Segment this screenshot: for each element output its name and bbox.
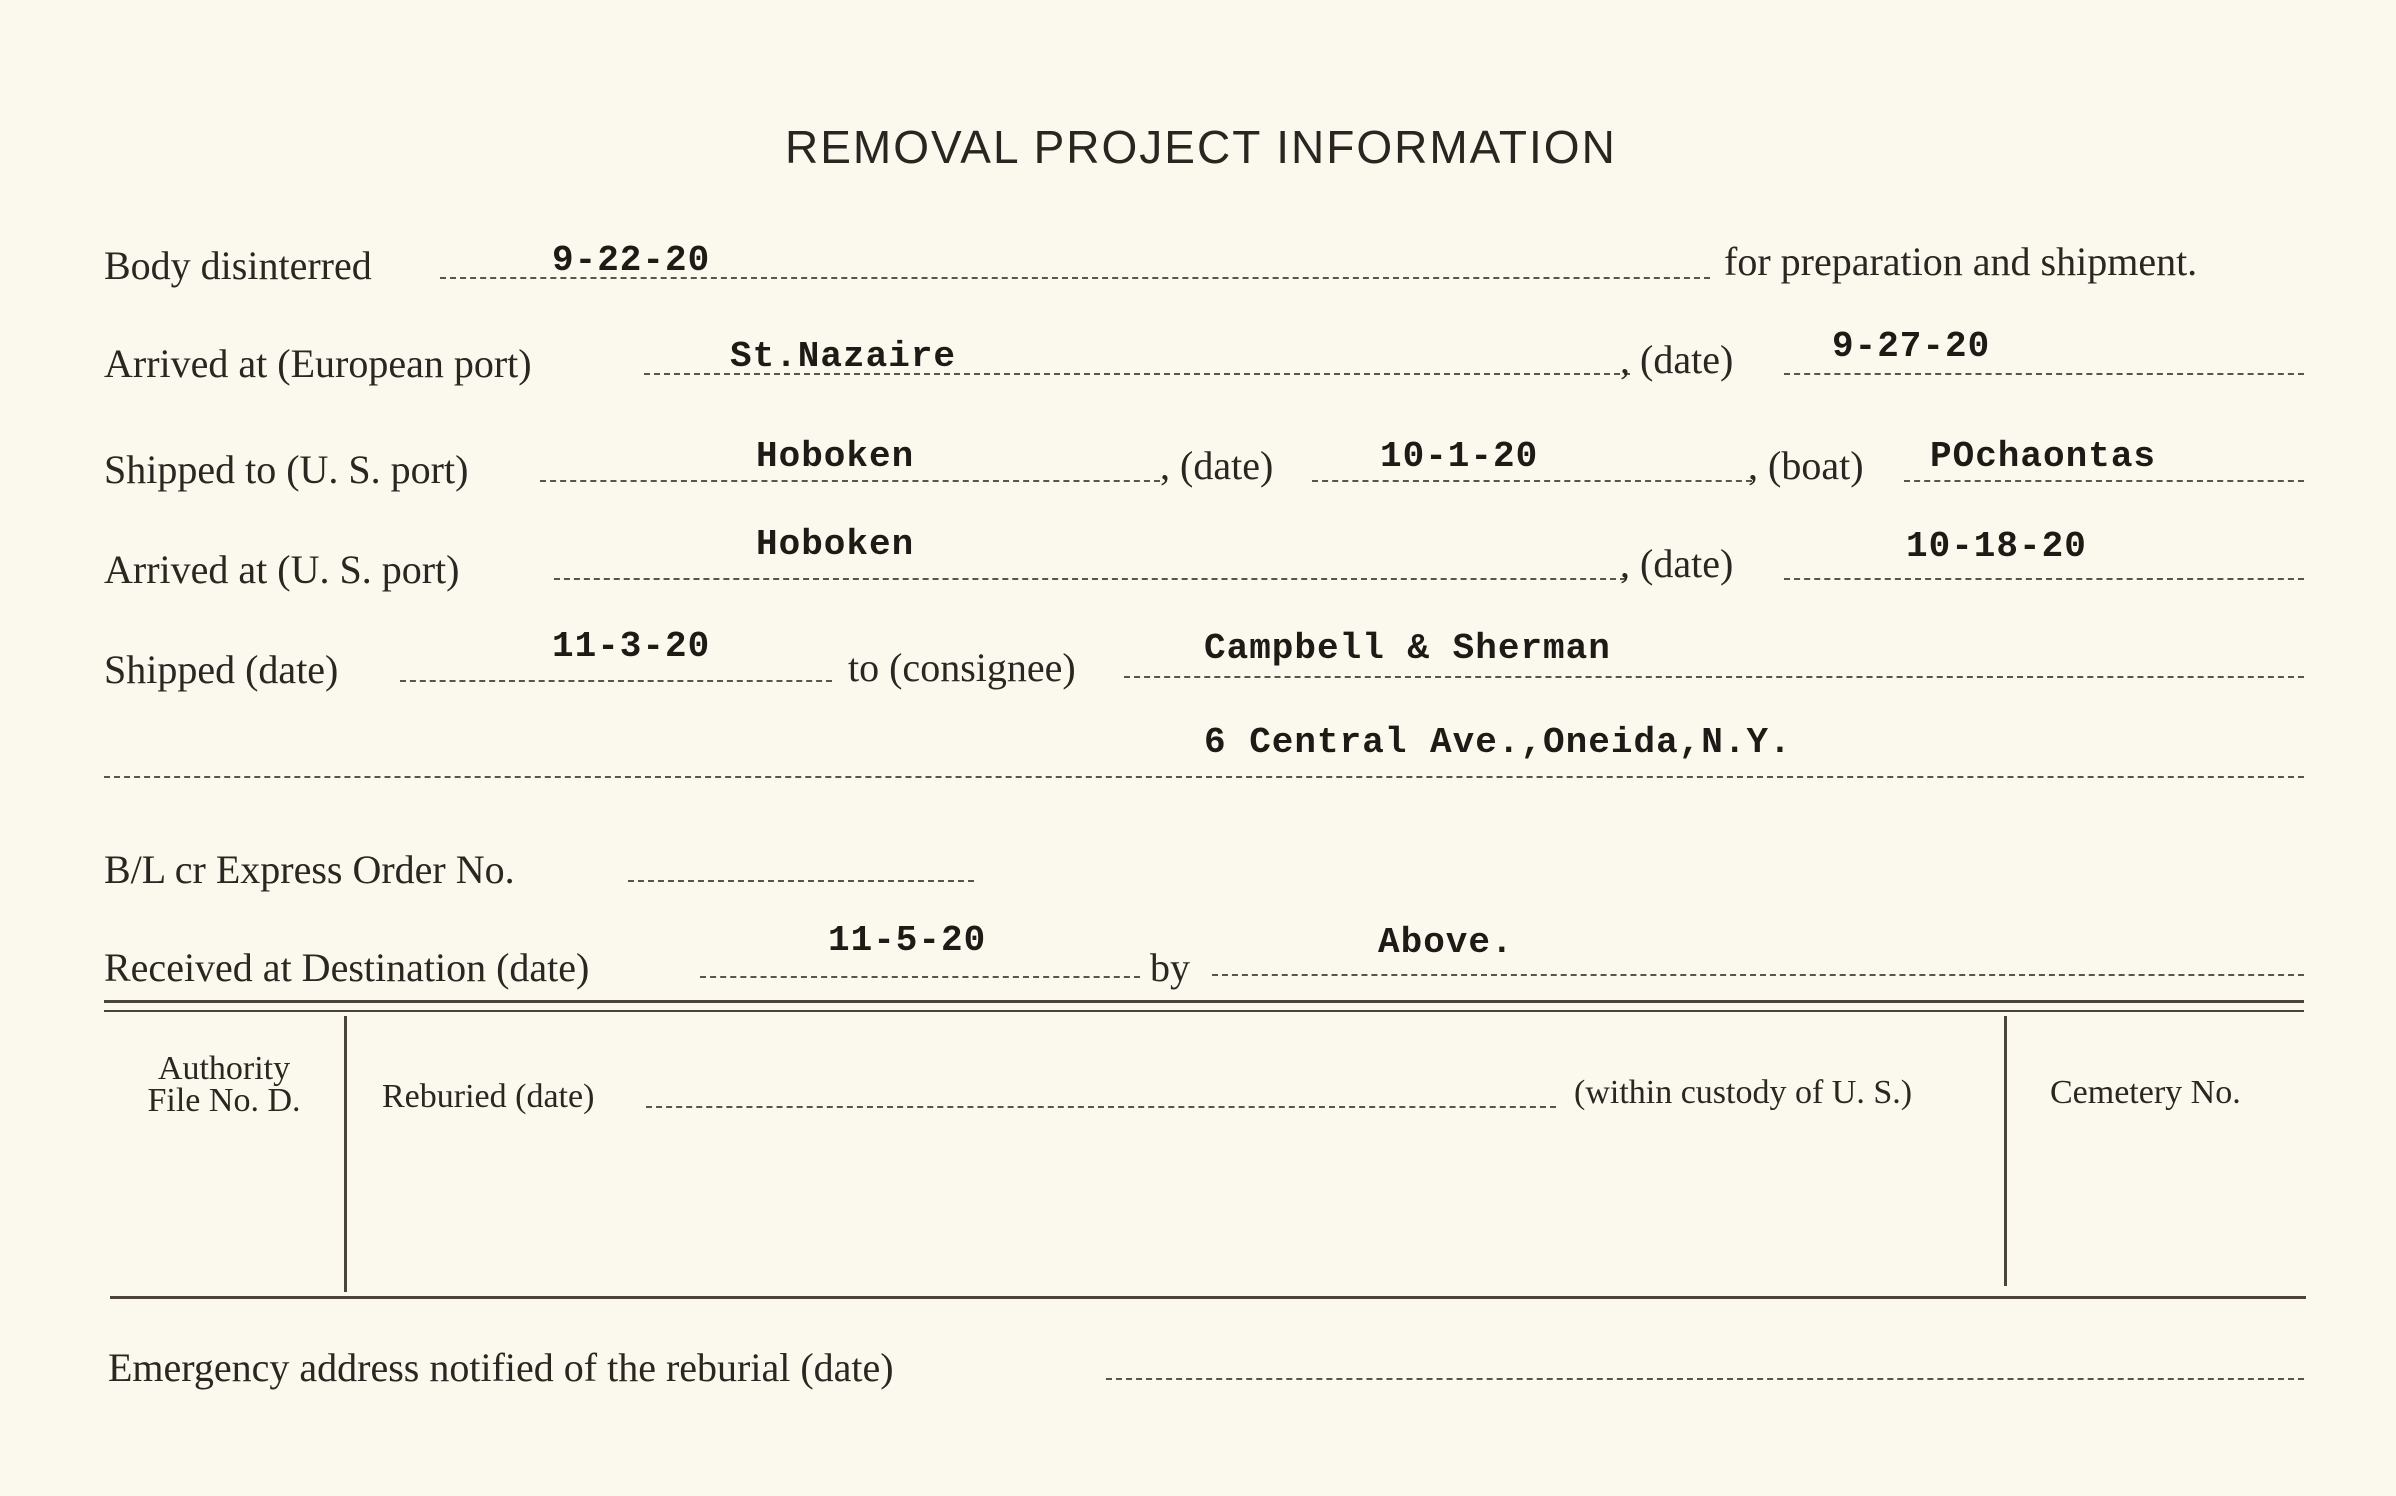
european-port-value[interactable]: St.Nazaire [730, 336, 957, 377]
received-destination-line [700, 976, 1140, 978]
arrived-us-port-date-value[interactable]: 10-18-20 [1906, 526, 2087, 567]
address-line [104, 776, 2304, 778]
european-port-date-line [1784, 373, 2304, 375]
consignee-line [1124, 676, 2304, 678]
shipped-date-line [400, 680, 832, 682]
bl-order-label: B/L cr Express Order No. [104, 847, 515, 892]
shipped-us-port-date-label: , (date) [1160, 443, 1274, 488]
consignee-address[interactable]: 6 Central Ave.,Oneida,N.Y. [1204, 722, 1792, 763]
shipped-us-port-value[interactable]: Hoboken [756, 436, 915, 477]
body-disinterred-label: Body disinterred [104, 243, 372, 288]
emergency-label: Emergency address notified of the reburial (date) [108, 1345, 894, 1390]
european-port-label: Arrived at (European port) [104, 341, 532, 386]
shipped-us-port-date-value[interactable]: 10-1-20 [1380, 436, 1539, 477]
table-bottom-rule [110, 1296, 2306, 1299]
table-top-rule [104, 1000, 2304, 1003]
emergency-line [1106, 1378, 2304, 1380]
european-port-date-label: , (date) [1620, 337, 1734, 382]
received-destination-label: Received at Destination (date) [104, 945, 590, 990]
by-line [1212, 974, 2304, 976]
bl-order-line [628, 880, 974, 882]
shipped-date-label: Shipped (date) [104, 647, 339, 692]
cemetery-label: Cemetery No. [2050, 1074, 2241, 1111]
boat-value[interactable]: POchaontas [1930, 436, 2157, 477]
consignee-name[interactable]: Campbell & Sherman [1204, 628, 1611, 669]
shipped-us-port-date-line [1312, 480, 1752, 482]
shipped-date-value[interactable]: 11-3-20 [552, 626, 711, 667]
arrived-us-port-date-line [1784, 578, 2304, 580]
european-port-date-value[interactable]: 9-27-20 [1832, 326, 1991, 367]
authority-label-line1: Authority [157, 1050, 291, 1087]
card-title: REMOVAL PROJECT INFORMATION [785, 121, 1617, 173]
consignee-label: to (consignee) [848, 645, 1076, 690]
preparation-shipment-text: for preparation and shipment. [1724, 239, 2198, 284]
body-disinterred-value[interactable]: 9-22-20 [552, 240, 711, 281]
received-by-value[interactable]: Above. [1378, 922, 1514, 963]
boat-line [1904, 480, 2304, 482]
received-destination-value[interactable]: 11-5-20 [828, 920, 987, 961]
table-top-rule-inner [104, 1010, 2304, 1012]
reburied-label: Reburied (date) [382, 1078, 595, 1115]
arrived-us-port-value[interactable]: Hoboken [756, 524, 915, 565]
boat-label: , (boat) [1748, 443, 1864, 488]
table-divider-left [344, 1016, 347, 1292]
custody-label: (within custody of U. S.) [1574, 1074, 1913, 1111]
arrived-us-port-line [554, 578, 1626, 580]
shipped-us-port-label: Shipped to (U. S. port) [104, 447, 469, 492]
shipped-us-port-line [540, 480, 1160, 482]
authority-label-line2: File No. D. [147, 1082, 301, 1119]
arrived-us-port-date-label: , (date) [1620, 541, 1734, 586]
table-divider-right [2004, 1016, 2007, 1286]
arrived-us-port-label: Arrived at (U. S. port) [104, 547, 460, 592]
reburied-line [646, 1106, 1556, 1108]
by-label: by [1150, 945, 1190, 990]
